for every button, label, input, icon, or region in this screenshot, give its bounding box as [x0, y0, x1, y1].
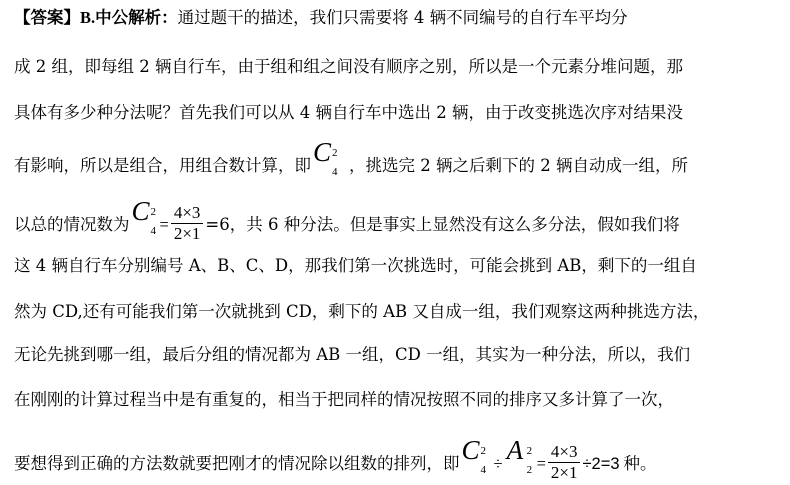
final-result: ÷2=3 [582, 455, 620, 473]
line-2: 成 2 组，即每组 2 辆自行车，由于组和组之间没有顺序之别，所以是一个元素分堆问题，那 [14, 57, 683, 76]
line-9: 在刚刚的计算过程当中是有重复的，相当于把同样的情况按照不同的排序又多计算了一次， [14, 390, 674, 409]
line-5-post: =6，共 6 种分法。但是事实上显然没有这么多分法，假如我们将 [205, 215, 680, 234]
line-5 [14, 196, 784, 246]
math-a-letter: A [506, 435, 524, 465]
math-c-letter: C [461, 435, 480, 465]
math-superscript: 2 [150, 206, 156, 218]
line-4-pre: 有影响，所以是组合，用组合数计算，即 [14, 156, 311, 175]
permutation-a22 [506, 435, 537, 476]
line-8: 无论先挑到哪一组，最后分组的情况都为 AB 一组，CD 一组，其实为一种分法，所以，我们 [14, 345, 691, 364]
math-subscript: 2 [526, 464, 533, 476]
fraction-denominator: 2×1 [173, 224, 201, 243]
fraction-denominator: 2×1 [550, 463, 578, 482]
math-superscript: 2 [332, 147, 338, 159]
fraction-numerator: 4×3 [550, 442, 578, 461]
answer-tag: 【答案】 [14, 8, 80, 27]
line-1-text: 通过题干的描述，我们只需要将 4 辆不同编号的自行车平均分 [177, 8, 628, 27]
math-c-letter: C [131, 196, 150, 226]
fraction-numerator: 4×3 [173, 203, 201, 222]
analysis-label: 中公解析： [95, 8, 178, 27]
line-1 [14, 8, 784, 28]
line-6: 这 4 辆自行车分别编号 A、B、C、D，那我们第一次挑选时，可能会挑到 AB，剩下的一组自 [14, 256, 697, 275]
fraction [548, 442, 581, 483]
equals-sign: = [536, 454, 546, 473]
fraction [171, 203, 204, 244]
line-5-pre: 以总的情况数为 [14, 215, 130, 234]
math-c-letter: C [313, 137, 332, 167]
combination-c42-second [130, 196, 160, 237]
line-10 [14, 435, 784, 485]
line-4-post: ，挑选完 2 辆之后剩下的 2 辆自动成一组，所 [349, 156, 688, 175]
math-subscript: 4 [332, 166, 338, 178]
line-10-pre: 要想得到正确的方法数就要把刚才的情况除以组数的排列，即 [14, 454, 460, 473]
math-superscript: 2 [480, 445, 486, 457]
line-7: 然为 CD,还有可能我们第一次就挑到 CD，剩下的 AB 又自成一组，我们观察这两种挑选方法， [14, 302, 710, 321]
combination-c42 [311, 137, 349, 178]
math-subscript: 4 [150, 225, 156, 237]
math-subscript: 4 [480, 464, 486, 476]
equals-sign: = [159, 215, 169, 234]
line-4 [14, 137, 784, 178]
answer-choice: B. [80, 8, 96, 27]
division-sign: ÷ [493, 454, 503, 473]
line-3: 具体有多少种分法呢？首先我们可以从 4 辆自行车中选出 2 辆，由于改变挑选次序对结果没 [14, 103, 683, 122]
final-unit: 种。 [623, 454, 657, 473]
math-superscript: 2 [526, 445, 533, 457]
combination-c42-third [460, 435, 490, 476]
